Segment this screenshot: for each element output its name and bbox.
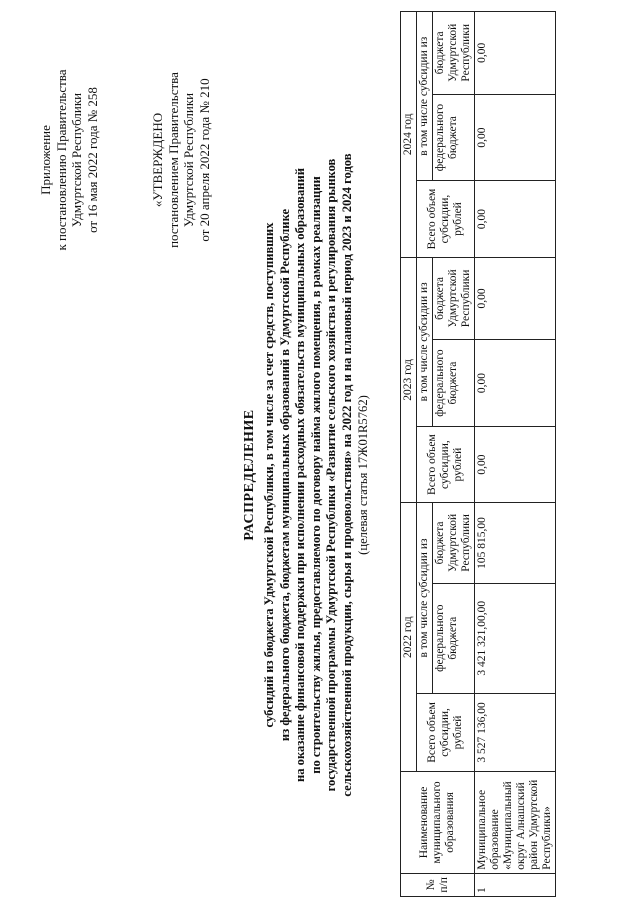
distribution-table — [400, 11, 556, 897]
federal-header: федерального бюджета — [433, 340, 475, 427]
republic-header: бюджета Удмуртской Республики — [433, 503, 475, 583]
document-title: РАСПРЕДЕЛЕНИЕ — [242, 409, 257, 541]
total-2024: 0,00 — [475, 181, 556, 257]
federal-2024: 0,00 — [475, 94, 556, 181]
republic-header: бюджета Удмуртской Республики — [433, 12, 475, 95]
col-name-header: Наименование муниципального образования — [401, 772, 475, 874]
year-header-2023: 2023 год — [401, 257, 417, 503]
federal-2023: 0,00 — [475, 340, 556, 427]
total-header: Всего объем субсидии, рублей — [417, 427, 475, 503]
republic-2023: 0,00 — [475, 257, 556, 340]
republic-2024: 0,00 — [475, 12, 556, 95]
approval-line: от 20 апреля 2022 года № 210 — [196, 78, 212, 242]
federal-header: федерального бюджета — [433, 583, 475, 693]
col-num-header: № п/п — [401, 873, 475, 896]
year-header-2022: 2022 год — [401, 503, 417, 772]
table-row — [475, 12, 556, 897]
incl-header: в том числе субсидии из — [417, 503, 433, 694]
heading-line: по строительству жилья, предоставляемого по договору найма жилого помещения, в рамках реализации — [308, 176, 323, 774]
appendix-line: к постановлению Правительства — [53, 69, 69, 251]
incl-header: в том числе субсидии из — [417, 12, 433, 181]
year-header-2024: 2024 год — [401, 12, 417, 258]
total-2022: 3 527 136,00 — [475, 693, 556, 771]
document-heading — [242, 85, 371, 865]
federal-header: федерального бюджета — [433, 94, 475, 181]
appendix-block — [38, 15, 100, 305]
heading-line: субсидий из бюджета Удмуртской Республики, в том числе за счет средств, поступивших — [262, 222, 276, 728]
approval-block — [150, 15, 212, 305]
incl-header: в том числе субсидии из — [417, 257, 433, 426]
approval-line: Удмуртской Республики — [181, 92, 196, 228]
republic-2022: 105 815,00 — [475, 503, 556, 583]
header-row — [417, 12, 433, 897]
header-row — [401, 12, 417, 897]
federal-2022: 3 421 321,00,00 — [475, 583, 556, 693]
heading-line: сельскохозяйственной продукции, сырья и продовольствия» на 2022 год и на плановый период 2023 и 2024 годов — [339, 153, 354, 797]
municipality-name: Муниципальное образование «Муниципальный округ Алнашский район Удмуртской Республики» — [475, 772, 556, 874]
total-2023: 0,00 — [475, 427, 556, 503]
total-header: Всего объем субсидии, рублей — [417, 181, 475, 257]
approval-line: «УТВЕРЖДЕНО — [150, 112, 165, 208]
approval-line: постановлением Правительства — [165, 72, 181, 248]
republic-header: бюджета Удмуртской Республики — [433, 257, 475, 340]
heading-line: из федерального бюджета, бюджетам муниципальных образований в Удмуртской Республике — [277, 208, 292, 742]
target-article: (целевая статья 17Ж01R5762) — [355, 395, 370, 555]
heading-line: государственной программы Удмуртской Республики «Развитие сельского хозяйства и регулирования рынков — [324, 158, 339, 792]
appendix-line: Приложение — [38, 125, 53, 195]
appendix-line: от 16 мая 2022 года № 258 — [84, 87, 100, 233]
appendix-line: Удмуртской Республики — [69, 92, 84, 228]
row-number: 1 — [475, 873, 556, 896]
total-header: Всего объем субсидии, рублей — [417, 693, 475, 771]
heading-line: на оказание финансовой поддержки при исполнении расходных обязательств муниципальных образований — [293, 167, 308, 783]
